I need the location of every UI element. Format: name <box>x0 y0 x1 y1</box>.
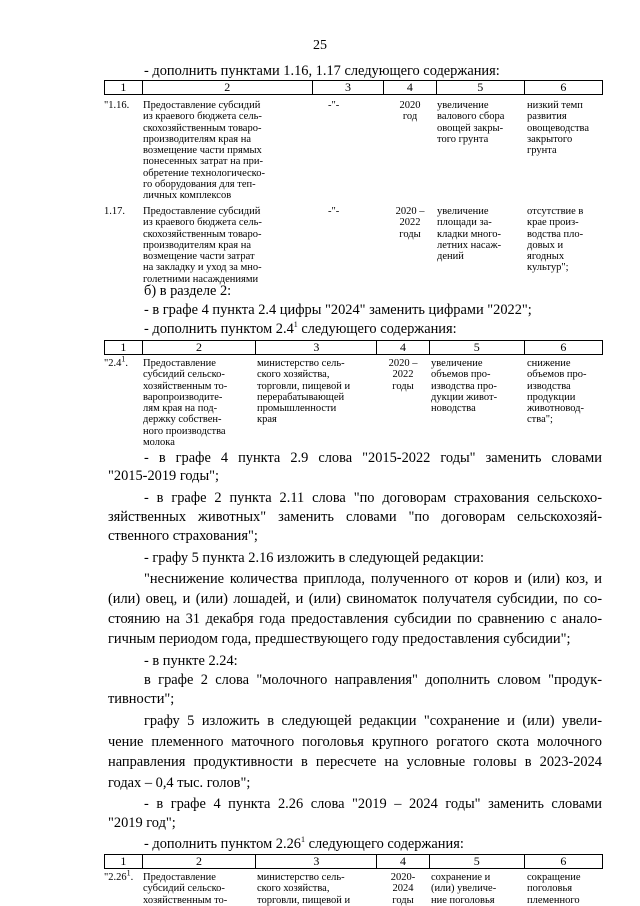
header-cell: 4 <box>377 855 429 868</box>
header-cell: 6 <box>560 340 567 354</box>
row-number: "1.16. <box>104 100 130 111</box>
row-term: 2020 – 2022 годы <box>388 358 418 392</box>
graf5-l4: годах – 0,4 тыс. голов"; <box>108 775 251 791</box>
table-row <box>104 868 603 906</box>
paragraph-2-9-l1: - в графе 4 пункта 2.9 слова "2015-2022 годы" заменить словами <box>144 450 602 466</box>
row-name: Предоставление субсидий из краевого бюджета сель- скохозяйственным товаро- производителям края на возмещение части прямых понесенных затрат на при- обретение технологическо- го оборудования для теп- личных комплексов <box>143 100 265 202</box>
paragraph-2-11-l1: - в графе 2 пункта 2.11 слова "по договорам страхования сельскохо- <box>144 490 602 506</box>
table-row <box>104 206 603 286</box>
header-cell: 3 <box>256 341 377 354</box>
row-term: 2020- 2024 годы <box>390 872 416 906</box>
header-cell: 5 <box>430 855 525 868</box>
row-result: сохранение и (или) увеличе- ние поголовья <box>431 872 497 906</box>
row-executor: министерство сель- ского хозяйства, торговли, пищевой и перерабатывающей промышленности края <box>257 358 351 426</box>
row-executor: -"- <box>328 100 340 111</box>
row-name: Предоставление субсидий из краевого бюджета сель- скохозяйственным товаро- производителям края на возмещение части затрат на закладку и уход за мно- голетними насаждениями <box>143 206 262 285</box>
graf2-l2: тивности"; <box>108 691 175 707</box>
quote-l2: (или) овец, и (или) лошадей, и (или) свиноматок получателя субсидии, по со- <box>108 591 602 607</box>
quote-l4: гичным периодом года, предшествующего году предоставления субсидии"; <box>108 631 571 647</box>
header-cell: 2 <box>143 341 257 354</box>
row-number: "2.26$^1$. <box>104 868 134 883</box>
table2-header <box>104 340 603 355</box>
header-cell: 5 <box>437 81 525 94</box>
intro-table1: - дополнить пунктами 1.16, 1.17 следующего содержания: <box>144 63 500 79</box>
quote-l3: стоянию на 31 декабря года предоставления субсидии по сравнению с анало- <box>108 611 602 627</box>
row-consequence: снижение объемов про- изводства продукции животновод- ства"; <box>527 358 587 426</box>
header-cell: 2 <box>143 855 257 868</box>
row-number: "$2.4^1$. <box>104 354 129 369</box>
header-cell: 6 <box>560 80 567 94</box>
header-cell: 1 <box>105 855 143 868</box>
row-number: 1.17. <box>104 206 125 217</box>
page-number: 25 <box>313 38 327 53</box>
row-consequence: отсутствие в крае произ- водства пло- довых и ягодных культур"; <box>527 206 584 274</box>
intro-table2: - дополнить пунктом $2.4^1$ следующего содержания: <box>144 320 457 337</box>
paragraph-2-26-l1: - в графе 4 пункта 2.26 слова "2019 – 2024 годы" заменить словами <box>144 796 602 812</box>
header-cell: 3 <box>256 855 377 868</box>
table-row <box>104 354 603 450</box>
header-cell: 5 <box>430 341 525 354</box>
header-cell: 1 <box>105 81 143 94</box>
graf2-l1: в графе 2 слова "молочного направления" дополнить словом "продук- <box>144 672 602 688</box>
paragraph-2-16: - графу 5 пункта 2.16 изложить в следующей редакции: <box>144 550 484 566</box>
table-row <box>104 100 603 200</box>
intro-table3: - дополнить пунктом 2.26$^1$ следующего содержания: <box>144 835 464 852</box>
paragraph-2-11-l3: ственного страхования"; <box>108 528 258 544</box>
row-result: увеличение площади за- кладки много- летних насаж- дений <box>437 206 502 263</box>
row-result: увеличение валового сбора овощей закры- того грунта <box>437 100 505 145</box>
row-result: увеличение объемов про- изводства про- дукции живот- новодства <box>431 358 498 415</box>
row-executor: -"- <box>328 206 340 217</box>
row-consequence: низкий темп развития овощеводства закрытого грунта <box>527 100 590 157</box>
header-cell: 2 <box>143 81 313 94</box>
paragraph-2-9-l2: "2015-2019 годы"; <box>108 468 220 484</box>
row-term: 2020 год <box>399 100 421 123</box>
table1-header <box>104 80 603 95</box>
table3-header <box>104 854 603 869</box>
header-cell: 1 <box>105 341 143 354</box>
header-cell: 4 <box>377 341 429 354</box>
row-term: 2020 – 2022 годы <box>395 206 425 240</box>
header-cell: 3 <box>313 81 384 94</box>
graf5-l2: чение племенного маточного поголовья крупного рогатого скота молочного <box>108 734 602 750</box>
paragraph-2-24: - в пункте 2.24: <box>144 653 238 669</box>
header-cell: 6 <box>560 854 567 868</box>
paragraph-2-26-l2: "2019 год"; <box>108 815 176 831</box>
graf5-l3: направления продуктивности в пересчете на условные головы в 2023-2024 <box>108 754 602 770</box>
quote-l1: "неснижение количества приплода, полученного от коров и (или) коз, и <box>144 571 602 587</box>
row-consequence: сокращение поголовья племенного <box>527 872 581 906</box>
row-executor: министерство сель- ского хозяйства, торговли, пищевой и <box>257 872 351 906</box>
row-name: Предоставление субсидий сельско- хозяйственным то- <box>143 872 228 906</box>
graf5-l1: графу 5 изложить в следующей редакции "сохранение и (или) увели- <box>144 713 602 729</box>
section-b: б) в разделе 2: <box>144 283 232 299</box>
row-name: Предоставление субсидий сельско- хозяйственным то- варопроизводите- лям края на под- держку собствен- ного производства молока <box>143 358 228 449</box>
paragraph-2-11-l2: зяйственных животных" заменить словами "по договорам сельскохозяй- <box>108 509 602 525</box>
change-2-4: - в графе 4 пункта 2.4 цифры "2024" заменить цифрами "2022"; <box>144 302 532 318</box>
header-cell: 4 <box>384 81 436 94</box>
